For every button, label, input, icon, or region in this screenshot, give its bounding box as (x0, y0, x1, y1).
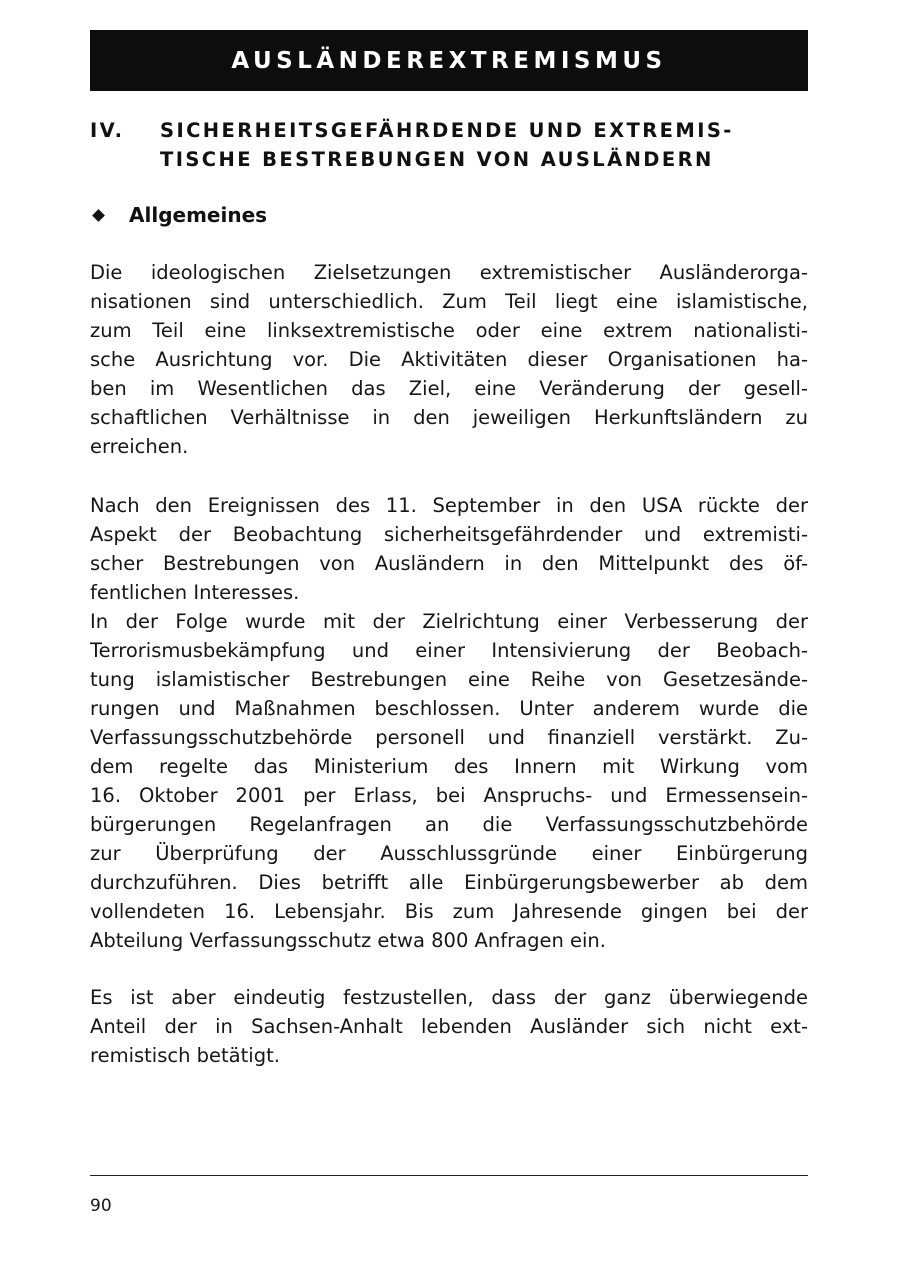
text-line: Terrorismusbekämpfung und einer Intensivierung der Beobach- (90, 639, 808, 662)
section-title-line-2: TISCHE BESTREBUNGEN VON AUSLÄNDERN (160, 148, 714, 171)
text-line: remistisch betätigt. (90, 1044, 280, 1067)
text-line: sche Ausrichtung vor. Die Aktivitäten dieser Organisationen ha- (90, 348, 808, 371)
text-line: schaftlichen Verhältnisse in den jeweiligen Herkunftsländern zu (90, 406, 808, 429)
text-line: Nach den Ereignissen des 11. September in den USA rückte der (90, 494, 808, 517)
subsection-title: Allgemeines (129, 203, 268, 227)
text-line: In der Folge wurde mit der Zielrichtung einer Verbesserung der (90, 610, 808, 633)
text-line: fentlichen Interesses. (90, 581, 300, 604)
text-line: zum Teil eine linksextremistische oder eine extrem nationalisti- (90, 319, 808, 342)
text-line: Abteilung Verfassungsschutz etwa 800 Anfragen ein. (90, 929, 606, 952)
section-number: IV. (90, 119, 125, 142)
text-line: dem regelte das Ministerium des Innern mit Wirkung vom (90, 755, 808, 778)
paragraph-1 (90, 258, 808, 461)
text-line: erreichen. (90, 435, 189, 458)
text-line: Die ideologischen Zielsetzungen extremistischer Ausländerorga- (90, 261, 808, 284)
subsection-heading (90, 203, 267, 227)
text-line: Anteil der in Sachsen-Anhalt lebenden Ausländer sich nicht ext- (90, 1015, 808, 1038)
text-line: durchzuführen. Dies betrifft alle Einbürgerungsbewerber ab dem (90, 871, 808, 894)
text-line: 16. Oktober 2001 per Erlass, bei Anspruchs- und Ermessensein- (90, 784, 808, 807)
chapter-title: AUSLÄNDEREXTREMISMUS (231, 47, 667, 74)
section-heading (90, 116, 810, 174)
text-line: nisationen sind unterschiedlich. Zum Teil liegt eine islamistische, (90, 290, 808, 313)
text-line: ben im Wesentlichen das Ziel, eine Veränderung der gesell- (90, 377, 808, 400)
chapter-banner (90, 30, 808, 91)
paragraph-2 (90, 491, 808, 955)
text-line: Es ist aber eindeutig festzustellen, dass der ganz überwiegende (90, 986, 808, 1009)
text-line: tung islamistischer Bestrebungen eine Reihe von Gesetzesände- (90, 668, 808, 691)
footer-divider (90, 1175, 808, 1176)
text-line: bürgerungen Regelanfragen an die Verfassungsschutzbehörde (90, 813, 808, 836)
text-line: Verfassungsschutzbehörde personell und finanziell verstärkt. Zu- (90, 726, 808, 749)
text-line: scher Bestrebungen von Ausländern in den Mittelpunkt des öf- (90, 552, 808, 575)
paragraph-3 (90, 983, 808, 1070)
text-line: rungen und Maßnahmen beschlossen. Unter anderem wurde die (90, 697, 808, 720)
text-line: vollendeten 16. Lebensjahr. Bis zum Jahresende gingen bei der (90, 900, 808, 923)
diamond-bullet-icon (92, 209, 105, 222)
section-title-line-1: SICHERHEITSGEFÄHRDENDE UND EXTREMIS- (160, 119, 734, 142)
page-number: 90 (90, 1196, 112, 1216)
text-line: zur Überprüfung der Ausschlussgründe einer Einbürgerung (90, 842, 808, 865)
text-line: Aspekt der Beobachtung sicherheitsgefährdender und extremisti- (90, 523, 808, 546)
